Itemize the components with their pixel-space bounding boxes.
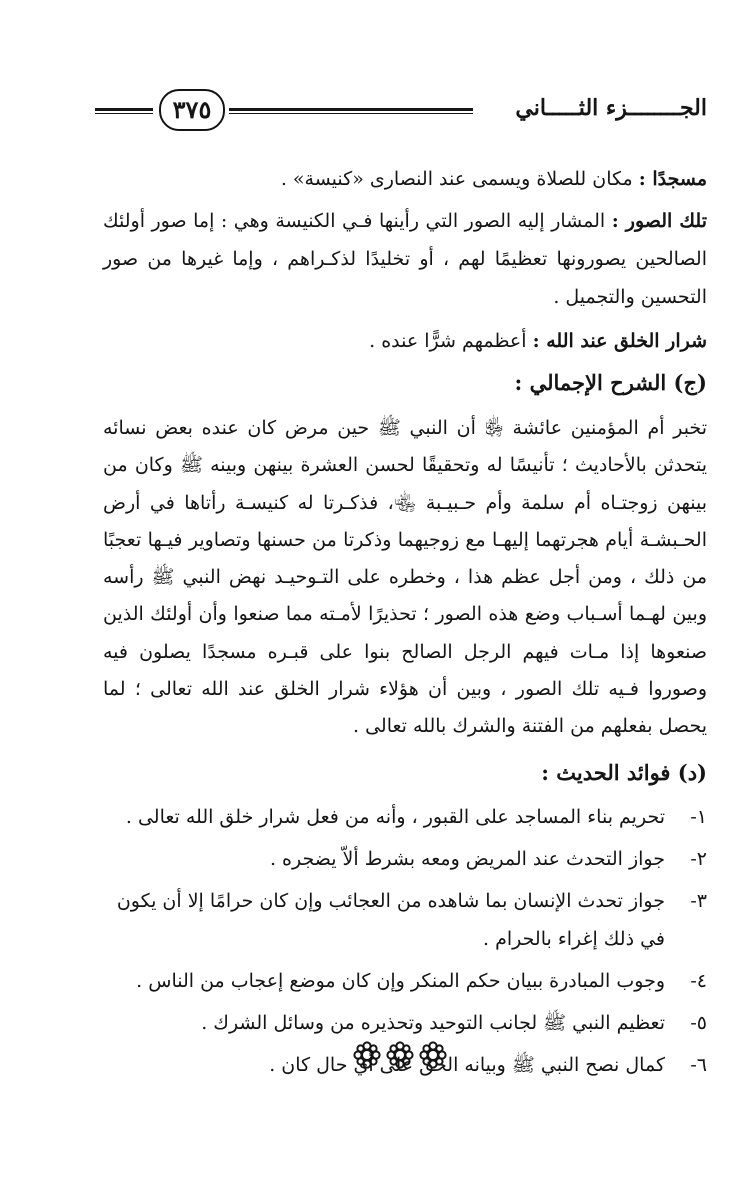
page-number: ٣٧٥: [159, 89, 225, 131]
definition-text: أعظمهم شرًّا عنده .: [369, 330, 527, 352]
definition-suwar: [103, 202, 707, 316]
list-number: ٢-: [690, 847, 707, 870]
definition-shirar: [103, 322, 707, 360]
list-number: ٣-: [690, 889, 707, 912]
list-item: [103, 840, 707, 878]
list-text: كمال نصح النبي ﷺ وبيانه الحق على أي حال كان .: [269, 1053, 665, 1076]
list-number: ٤-: [690, 969, 707, 992]
list-number: ٥-: [690, 1011, 707, 1034]
flower-icon: [418, 1040, 448, 1070]
definition-text: مكان للصلاة ويسمى عند النصارى «كنيسة» .: [280, 168, 633, 190]
definition-masjid: [103, 160, 707, 198]
header-rule-middle: [229, 108, 473, 114]
flower-icon: [385, 1040, 415, 1070]
summary-heading: (ج) الشرح الإجمالي :: [514, 370, 707, 395]
list-item: [103, 798, 707, 836]
list-number: ١-: [690, 805, 707, 828]
list-number: ٦-: [690, 1053, 707, 1076]
list-text: تعظيم النبي ﷺ لجانب التوحيد وتحذيره من وسائل الشرك .: [201, 1011, 665, 1034]
page-header: [95, 86, 707, 134]
flower-icon: [352, 1040, 382, 1070]
list-text: جواز تحدث الإنسان بما شاهده من العجائب وإن كان حرامًا إلا أن يكون في ذلك إغراء بالحرام .: [116, 889, 665, 950]
list-text: وجوب المبادرة ببيان حكم المنكر وإن كان موضع إعجاب من الناس .: [136, 969, 665, 992]
definition-term: تلك الصور :: [611, 210, 707, 232]
summary-body: تخبر أم المؤمنين عائشة ﵂ أن النبي ﷺ حين مرض كان عنده بعض نسائه يتحدثن بالأحاديث ؛ تأنيسًا له وتحقيقًا لحسن العشرة بينهن وبينه ﷺ وكان من بينهن زوجتـاه أم سلمة وأم حـبيـبة ﵄، فذكـرتا له كنيسـة رأتاها في أرض الحـبشـة أيام هجرتهما إليهـا مع زوجيهما وذكرتا من حسنها وتصاوير فيـها تعجبًا من ذلك ، ومن أجل عظم هذا ، وخطره على التـوحيـد نهض النبي ﷺ رأسه وبين لهـما أسـباب وضع هذه الصور ؛ تحذيرًا لأمـته مما صنعوا وأن أولئك الذين صنعوها إذا مـات فيهم الرجل الصالح بنوا على قبـره مسجدًا يصلون فيه وصوروا فـيه تلك الصور ، وبين أن هؤلاء شرار الخلق عند الله تعالى ؛ لما يحصل بفعلهم من الفتنة والشرك بالله تعالى .: [103, 417, 707, 738]
flower-ornament-icon: [352, 1040, 448, 1072]
definition-term: شرار الخلق عند الله :: [532, 330, 707, 352]
list-item: [103, 962, 707, 1000]
list-item: [103, 1004, 707, 1042]
list-text: جواز التحدث عند المريض ومعه بشرط ألاّ يضجره .: [269, 847, 665, 870]
page-content: [103, 160, 707, 1088]
list-item: [103, 882, 707, 958]
benefits-heading: (د) فوائد الحديث :: [541, 759, 707, 785]
definition-term: مسجدًا :: [638, 168, 707, 190]
header-rule-left: [95, 108, 153, 114]
list-text: تحريم بناء المساجد على القبور ، وأنه من فعل شرار خلق الله تعالى .: [125, 805, 665, 828]
definition-text: المشار إليه الصور التي رأينها فـي الكنيسة وهي : إما صور أولئك الصالحين يصورونها تعظيمًا لهم ، أو تخليدًا لذكـراهم ، وإما غيرها من صور التحسين والتجميل .: [103, 210, 707, 308]
running-title: الجــــــــزء الثـــــاني: [515, 95, 707, 121]
